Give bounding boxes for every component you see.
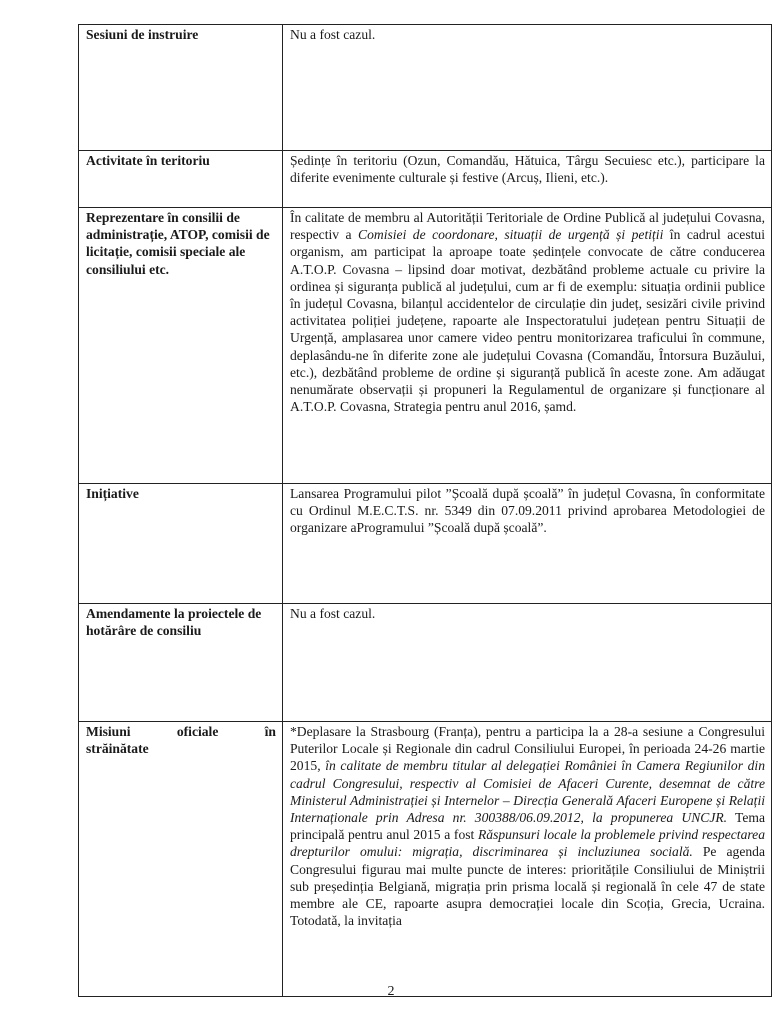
- row-label-line: Misiuni oficiale în: [86, 724, 276, 739]
- row-content: [283, 208, 772, 484]
- page-number: 2: [387, 984, 395, 999]
- content-text-italic: Comisiei de coordonare, situații de urgență și petiții: [358, 227, 664, 243]
- row-label-line: străinătate: [86, 741, 149, 757]
- row-label: [79, 722, 283, 997]
- row-content: [283, 722, 772, 997]
- row-label: Amendamente la proiectele de hotărâre de consiliu: [79, 604, 283, 722]
- table-row: [79, 208, 772, 484]
- table-row: [79, 722, 772, 997]
- content-text-italic: Răspunsuri locale la problemele privind respectarea drepturilor omului: migrația, discriminarea și incluziunea socială.: [290, 827, 765, 860]
- content-text-italic: în calitate de membru titular al delegației României în Camera Regiunilor din cadrul Congresului, respectiv al Comisiei de Afaceri Curente, desemnat de către Ministerul Administrației și Internelor – Direcția Generală Afaceri Europene și Relații Internaționale prin Adresa nr. 300388/06.09.2012, la propunerea UNCJR.: [290, 758, 765, 826]
- row-label: Reprezentare în consilii de administrație, ATOP, comisii de licitație, comisii speciale ale consiliului etc.: [79, 208, 283, 484]
- activity-report-table: [78, 24, 772, 997]
- row-content: Nu a fost cazul.: [283, 25, 772, 151]
- content-text: *Deplasare la Strasbourg (Franța), pentru a participa la a 28-a sesiune a Congresului Puterilor Locale și Regionale din cadrul Consiliului Europei, în perioada 24-26 martie 2015,: [290, 724, 765, 774]
- content-text: Pe agenda Congresului figurau mai multe puncte de interes: prioritățile Consiliului de Miniștrii sub președinția Belgiană, migrația prin prisma locală și regională în cele 47 de state membre ale CE, rapoarte asupra democrației locale din Scoția, Grecia, Ucraina. Totodată, la invitația: [290, 844, 765, 929]
- content-text: în cadrul acestui organism, am participat la aproape toate ședințele convocate de către conducerea A.T.O.P. Covasna – lipsind doar motivat, dezbătând probleme actuale cu privire la ordinea și siguranța publică al județului, cum ar fi de exemplu: situația ordinii publice în județul Covasna, bilanțul accidentelor de circulație din județ, sesizări civile privind activitatea poliției județene, rapoarte ale Inspectoratului județean pentru Situații de Urgență, amplasarea unor camere video pentru monitorizarea traficului în commune, deplasându-ne în diferite zone ale județului Covasna (Comandău, Întorsura Buzăului, etc.), dezbătând probleme de ordine și siguranță publică în aceste zone. Am adăugat nenumărate observații și propuneri la Regulamentul de organizare și funcționare al A.T.O.P. Covasna, Strategia pentru anul 2016, șamd.: [290, 227, 765, 415]
- table-row: [79, 604, 772, 722]
- content-text: Tema principală pentru anul 2015 a fost: [290, 810, 765, 843]
- row-content: Nu a fost cazul.: [283, 604, 772, 722]
- row-label: Activitate în teritoriu: [79, 151, 283, 208]
- row-label: Inițiative: [79, 484, 283, 604]
- table-row: [79, 484, 772, 604]
- table-row: [79, 151, 772, 208]
- content-text: În calitate de membru al Autorității Teritoriale de Ordine Publică al județului Covasna, respectiv a: [290, 210, 765, 243]
- row-content: Ședințe în teritoriu (Ozun, Comandău, Hătuica, Târgu Secuiesc etc.), participare la diferite evenimente culturale și festive (Arcuș, Ilieni, etc.).: [283, 151, 772, 208]
- table-row: [79, 25, 772, 151]
- row-label: Sesiuni de instruire: [79, 25, 283, 151]
- row-content: Lansarea Programului pilot ”Școală după școală” în județul Covasna, în conformitate cu Ordinul M.E.C.T.S. nr. 5349 din 07.09.2011 privind aprobarea Metodologiei de organizare aProgramului ”Școală după școală”.: [283, 484, 772, 604]
